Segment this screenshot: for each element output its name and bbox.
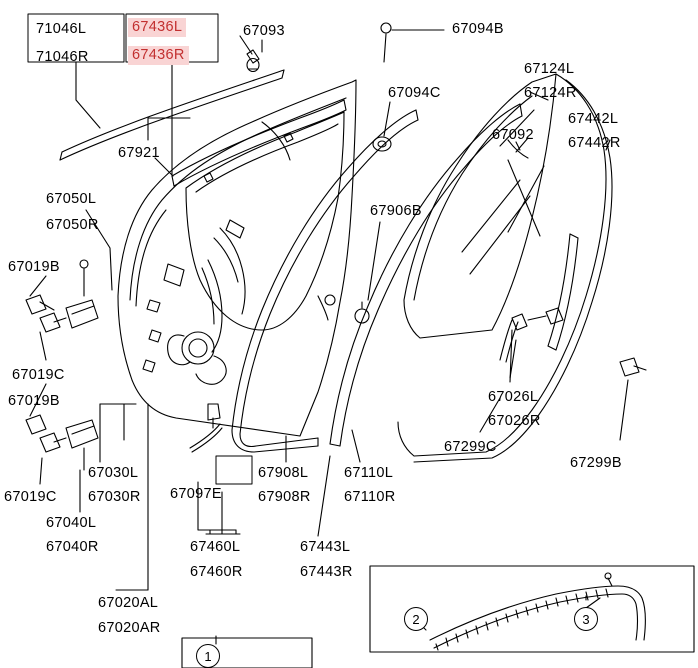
part-label-67019C-lower: 67019C [4, 489, 57, 505]
part-label-67299B: 67299B [570, 455, 622, 471]
part-label-67442L: 67442L [568, 111, 619, 127]
part-label-67050L: 67050L [46, 191, 97, 207]
part-label-67299C: 67299C [444, 439, 497, 455]
part-label-67097E: 67097E [170, 486, 222, 502]
part-label-67436L: 67436L [128, 18, 186, 37]
callout-number-1: 1 [196, 644, 220, 668]
part-label-67092: 67092 [492, 127, 534, 143]
part-label-67442R: 67442R [568, 135, 621, 151]
part-label-67110L: 67110L [344, 465, 394, 481]
part-label-67921: 67921 [118, 145, 160, 161]
part-label-67908R: 67908R [258, 489, 311, 505]
part-label-67460L: 67460L [190, 539, 241, 555]
part-label-67040L: 67040L [46, 515, 97, 531]
part-label-67443R: 67443R [300, 564, 353, 580]
part-label-67094C: 67094C [388, 85, 441, 101]
part-label-67040R: 67040R [46, 539, 99, 555]
part-label-67019C-upper: 67019C [12, 367, 65, 383]
callout-number-2: 2 [404, 607, 428, 631]
part-label-67460R: 67460R [190, 564, 243, 580]
part-label-71046L: 71046L [36, 21, 87, 37]
part-label-71046R: 71046R [36, 49, 89, 65]
part-label-67908L: 67908L [258, 465, 309, 481]
part-label-67019B-lower: 67019B [8, 393, 60, 409]
part-label-67110R: 67110R [344, 489, 396, 505]
part-label-67094B: 67094B [452, 21, 504, 37]
part-label-67026R: 67026R [488, 413, 541, 429]
part-label-67436R: 67436R [128, 46, 189, 65]
part-label-67020AR: 67020AR [98, 620, 161, 636]
part-label-67443L: 67443L [300, 539, 351, 555]
part-label-67124L: 67124L [524, 61, 575, 77]
part-label-67019B-upper: 67019B [8, 259, 60, 275]
part-label-67050R: 67050R [46, 217, 99, 233]
part-label-67030R: 67030R [88, 489, 141, 505]
callout-number-3: 3 [574, 607, 598, 631]
part-label-67906B: 67906B [370, 203, 422, 219]
part-label-67030L: 67030L [88, 465, 139, 481]
part-label-67093: 67093 [243, 23, 285, 39]
part-label-67124R: 67124R [524, 85, 577, 101]
part-label-67020AL: 67020AL [98, 595, 159, 611]
part-label-67026L: 67026L [488, 389, 539, 405]
